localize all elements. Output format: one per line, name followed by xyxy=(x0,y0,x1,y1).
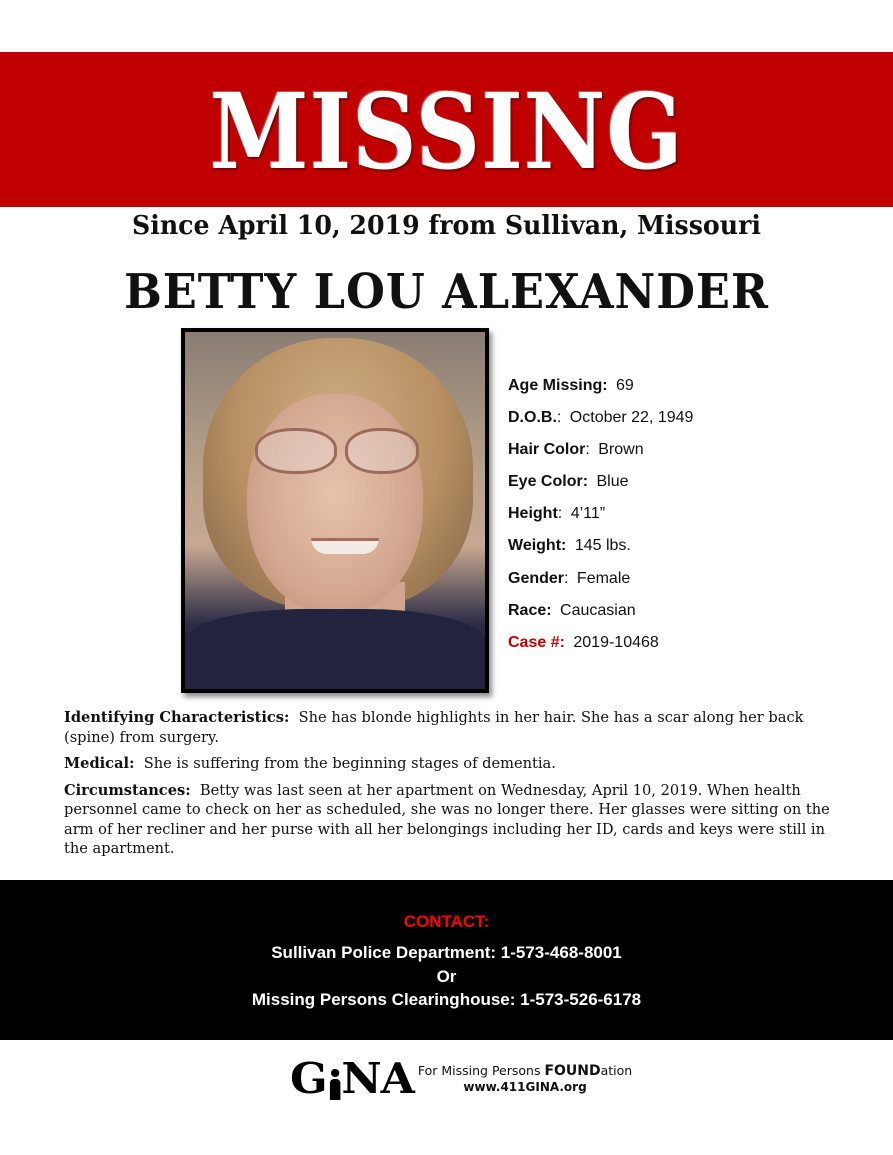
gina-org-text xyxy=(418,1063,632,1095)
fact-label: Height xyxy=(508,505,558,523)
fact-value: 2019-10468 xyxy=(573,633,659,651)
fact-case-number xyxy=(508,633,848,665)
gina-letters-na: NA xyxy=(341,1054,414,1103)
fact-colon: : xyxy=(585,441,590,459)
org-name-prefix: For Missing Persons xyxy=(417,1063,545,1078)
circumstances-label: Circumstances: xyxy=(64,781,191,799)
fact-label: Eye Color xyxy=(508,473,583,491)
contact-clearinghouse-phone: Missing Persons Clearinghouse: 1-573-526-6178 xyxy=(251,990,642,1009)
org-name-suffix: ation xyxy=(600,1063,633,1078)
fact-gender xyxy=(508,569,848,601)
person-photo-frame xyxy=(181,328,489,693)
fact-value: Brown xyxy=(598,441,644,459)
photo-smile xyxy=(311,538,379,554)
fact-dob xyxy=(508,408,848,440)
fact-colon: : xyxy=(561,537,567,555)
fact-label: Weight xyxy=(508,537,562,555)
identifying-characteristics xyxy=(64,708,844,747)
fact-colon: : xyxy=(546,601,552,619)
fact-eye-color xyxy=(508,472,848,504)
circumstances-info xyxy=(64,781,844,859)
gina-foundation-logo xyxy=(290,1054,632,1104)
fact-colon: : xyxy=(557,505,563,523)
fact-colon: : xyxy=(559,633,565,651)
fact-value: Female xyxy=(576,569,631,587)
case-description xyxy=(64,708,844,866)
fact-value: Blue xyxy=(596,473,629,491)
missing-since-subtitle: Since April 10, 2019 from Sullivan, Missouri xyxy=(132,211,761,241)
medical-info xyxy=(64,754,844,774)
medical-text: She is suffering from the beginning stages of dementia. xyxy=(143,755,556,772)
physical-description-list xyxy=(508,376,848,665)
fact-colon: : xyxy=(602,377,608,394)
photo-glasses-left xyxy=(255,428,337,474)
person-photo xyxy=(185,332,485,689)
fact-value: October 22, 1949 xyxy=(569,409,694,427)
person-icon xyxy=(329,1069,341,1100)
fact-colon: : xyxy=(556,409,562,427)
org-url: www.411GINA.org xyxy=(463,1080,587,1094)
fact-label: Age Missing xyxy=(508,377,603,394)
medical-label: Medical: xyxy=(64,755,135,772)
missing-banner xyxy=(0,52,893,207)
fact-label: Case # xyxy=(508,633,560,651)
banner-title: MISSING xyxy=(209,69,684,193)
fact-age-missing xyxy=(508,376,848,408)
contact-or: Or xyxy=(436,967,457,986)
org-name-found: FOUND xyxy=(544,1063,601,1079)
contact-police-phone: Sullivan Police Department: 1-573-468-8001 xyxy=(271,943,622,962)
fact-weight xyxy=(508,536,848,568)
fact-label: Gender xyxy=(508,569,565,587)
fact-race xyxy=(508,601,848,633)
contact-band xyxy=(0,880,893,1040)
fact-hair-color xyxy=(508,440,848,472)
fact-value: Caucasian xyxy=(560,601,636,619)
fact-value: 145 lbs. xyxy=(574,537,631,555)
fact-value: 69 xyxy=(616,377,634,394)
gina-wordmark xyxy=(290,1054,414,1103)
fact-height xyxy=(508,504,848,536)
fact-label: Hair Color xyxy=(508,441,586,459)
fact-colon: : xyxy=(564,569,569,587)
identifying-text: She has blonde highlights in her hair. She has a scar along her back (spine) from surgery. xyxy=(64,709,804,746)
fact-colon: : xyxy=(582,473,589,491)
identifying-label: Identifying Characteristics: xyxy=(64,709,290,726)
fact-label: Race xyxy=(508,601,547,619)
photo-shirt xyxy=(185,609,485,689)
gina-letter-g: G xyxy=(290,1054,327,1103)
circumstances-text: Betty was last seen at her apartment on Wednesday, April 10, 2019. When health personnel came to check on her as scheduled, she was no longer there. Her glasses were sitting on the arm of her recliner and her purse with all her belongings including her ID, cards and keys were still in the apartment. xyxy=(64,781,830,857)
org-name xyxy=(418,1063,632,1079)
contact-heading: CONTACT: xyxy=(403,912,490,931)
photo-face xyxy=(247,394,423,614)
fact-value: 4’11” xyxy=(570,505,606,523)
fact-label: D.O.B. xyxy=(508,409,557,427)
photo-glasses-right xyxy=(345,428,419,474)
missing-person-name: BETTY LOU ALEXANDER xyxy=(124,264,769,320)
